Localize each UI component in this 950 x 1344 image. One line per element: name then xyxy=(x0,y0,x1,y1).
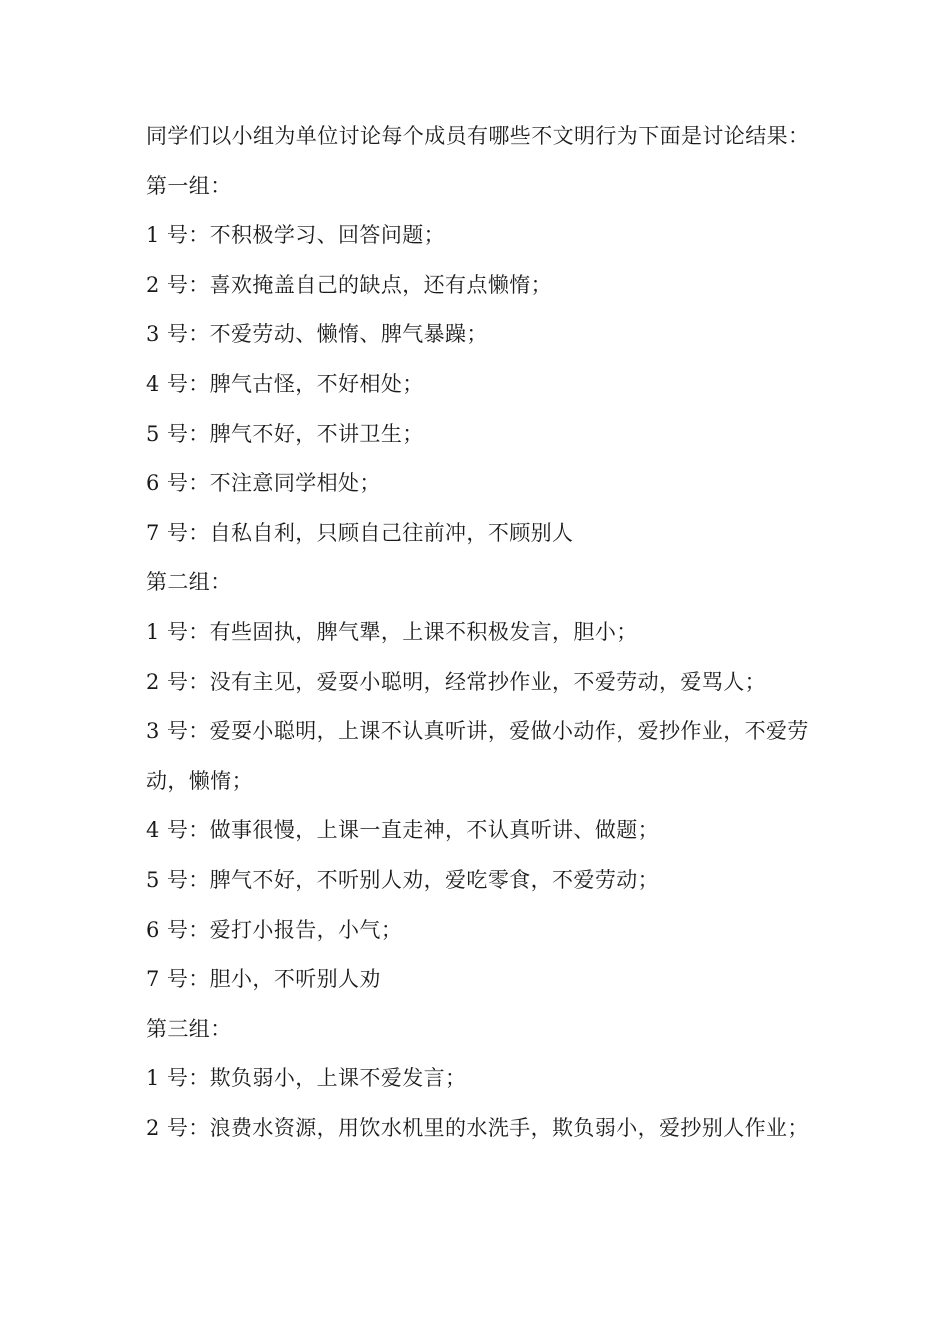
group-2-member-1: 1 号：有些固执，脾气犟，上课不积极发言，胆小； xyxy=(146,619,638,644)
group-1-member-6: 6 号：不注意同学相处； xyxy=(146,471,381,496)
group-2-member-3: 3 号：爱耍小聪明，上课不认真听讲，爱做小动作，爱抄作业，不爱劳动，懒惰； xyxy=(146,719,809,793)
group-1-member-7: 7 号：自私自利，只顾自己往前冲，不顾别人 xyxy=(146,520,574,545)
group-2-member-5: 5 号：脾气不好，不听别人劝，爱吃零食，不爱劳动； xyxy=(146,867,660,892)
group-3-heading: 第三组： xyxy=(146,1016,232,1041)
group-2-member-4: 4 号：做事很慢，上课一直走神，不认真听讲、做题； xyxy=(146,818,660,843)
group-1-member-3: 3 号：不爱劳动、懒惰、脾气暴躁； xyxy=(146,322,488,347)
group-1-member-5: 5 号：脾气不好，不讲卫生； xyxy=(146,421,424,446)
group-1-member-4: 4 号：脾气古怪，不好相处； xyxy=(146,371,424,396)
group-2-member-7: 7 号：胆小，不听别人劝 xyxy=(146,967,381,992)
group-1-member-1: 1 号：不积极学习、回答问题； xyxy=(146,223,446,248)
document-body xyxy=(146,112,810,1153)
group-2-heading: 第二组： xyxy=(146,570,232,595)
group-2-member-2: 2 号：没有主见，爱耍小聪明，经常抄作业，不爱劳动，爱骂人； xyxy=(146,669,767,694)
group-1-member-2: 2 号：喜欢掩盖自己的缺点，还有点懒惰； xyxy=(146,272,553,297)
intro-paragraph: 同学们以小组为单位讨论每个成员有哪些不文明行为下面是讨论结果： xyxy=(146,124,810,148)
group-3-member-2: 2 号：浪费水资源，用饮水机里的水洗手，欺负弱小，爱抄别人作业； xyxy=(146,1115,809,1140)
group-3-member-1: 1 号：欺负弱小，上课不爱发言； xyxy=(146,1066,467,1091)
group-1-heading: 第一组： xyxy=(146,173,232,198)
group-2-member-6: 6 号：爱打小报告，小气； xyxy=(146,917,403,942)
